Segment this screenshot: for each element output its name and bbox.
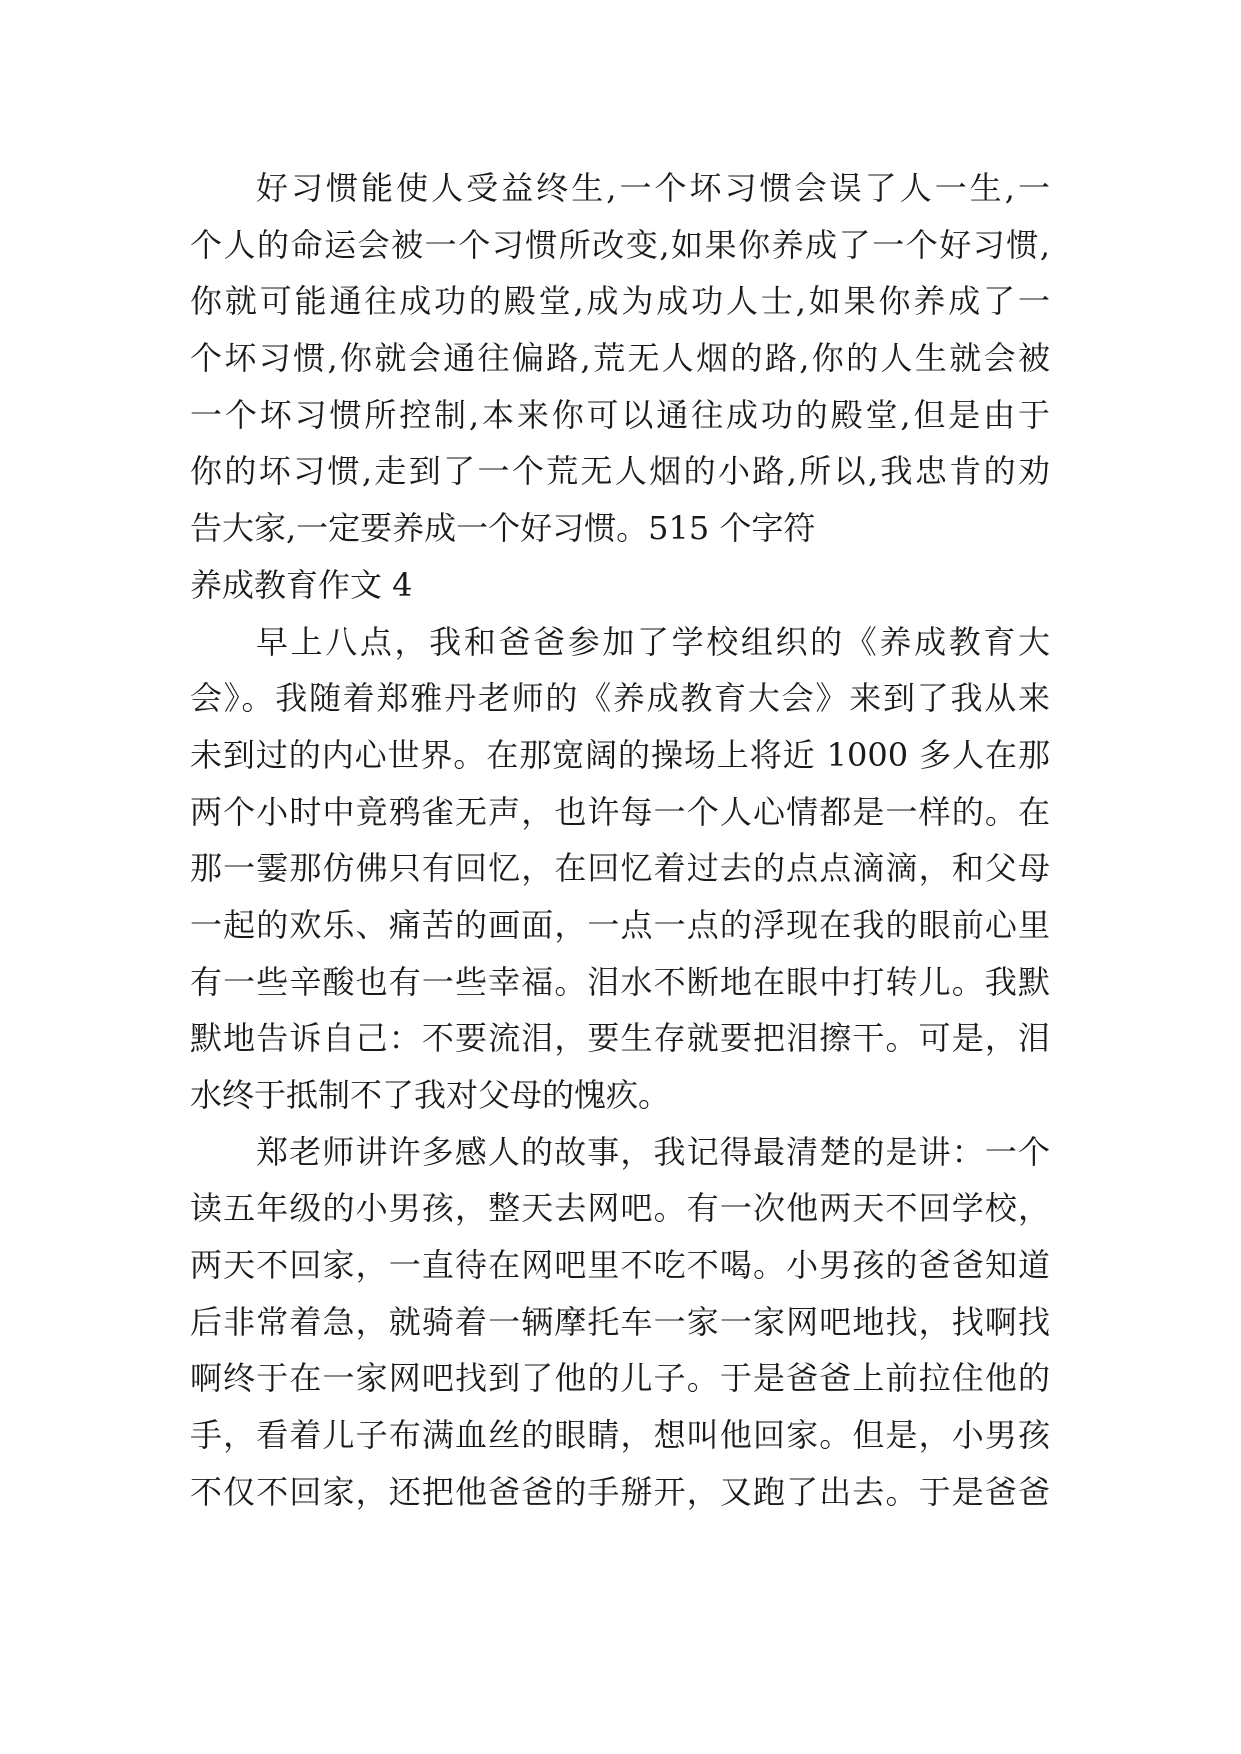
paragraph bbox=[190, 614, 1050, 1124]
text-line: 郑老师讲许多感人的故事，我记得最清楚的是讲：一个 bbox=[256, 1132, 1050, 1171]
text-line: 不仅不回家，还把他爸爸的手掰开，又跑了出去。于是爸爸 bbox=[190, 1472, 1050, 1511]
text-line: 那一霎那仿佛只有回忆，在回忆着过去的点点滴滴，和父母 bbox=[190, 849, 1050, 888]
paragraph bbox=[190, 1124, 1050, 1521]
text-line: 你就可能通往成功的殿堂,成为成功人士,如果你养成了一 bbox=[190, 282, 1050, 321]
text-line: 个坏习惯,你就会通往偏路,荒无人烟的路,你的人生就会被 bbox=[190, 339, 1050, 378]
text-line: 一个坏习惯所控制,本来你可以通往成功的殿堂,但是由于 bbox=[190, 395, 1050, 434]
text-line: 早上八点，我和爸爸参加了学校组织的《养成教育大 bbox=[256, 622, 1050, 661]
text-line: 你的坏习惯,走到了一个荒无人烟的小路,所以,我忠肯的劝 bbox=[190, 452, 1050, 491]
section-heading bbox=[190, 557, 1050, 614]
text-line: 默地告诉自己：不要流泪，要生存就要把泪擦干。可是，泪 bbox=[190, 1019, 1050, 1058]
text-line: 个人的命运会被一个习惯所改变,如果你养成了一个好习惯, bbox=[190, 225, 1050, 264]
text-line: 一起的欢乐、痛苦的画面，一点一点的浮现在我的眼前心里 bbox=[190, 905, 1050, 944]
text-line: 读五年级的小男孩，整天去网吧。有一次他两天不回学校， bbox=[190, 1189, 1050, 1228]
text-line: 手，看着儿子布满血丝的眼睛，想叫他回家。但是，小男孩 bbox=[190, 1416, 1050, 1455]
text-line: 告大家,一定要养成一个好习惯。515 个字符 bbox=[190, 509, 816, 548]
text-line: 水终于抵制不了我对父母的愧疚。 bbox=[190, 1076, 671, 1114]
text-line: 两个小时中竟鸦雀无声，也许每一个人心情都是一样的。在 bbox=[190, 792, 1050, 831]
heading-text: 养成教育作文 4 bbox=[190, 565, 413, 604]
text-line: 后非常着急，就骑着一辆摩托车一家一家网吧地找，找啊找 bbox=[190, 1302, 1050, 1341]
text-line: 有一些辛酸也有一些幸福。泪水不断地在眼中打转儿。我默 bbox=[190, 962, 1050, 1001]
text-line: 未到过的内心世界。在那宽阔的操场上将近 1000 多人在那 bbox=[190, 735, 1050, 774]
text-line: 两天不回家，一直待在网吧里不吃不喝。小男孩的爸爸知道 bbox=[190, 1246, 1050, 1285]
text-line: 好习惯能使人受益终生,一个坏习惯会误了人一生,一 bbox=[256, 169, 1050, 207]
text-line: 啊终于在一家网吧找到了他的儿子。于是爸爸上前拉住他的 bbox=[190, 1359, 1050, 1398]
text-line: 会》。我随着郑雅丹老师的《养成教育大会》来到了我从来 bbox=[190, 679, 1050, 718]
paragraph bbox=[190, 160, 1050, 557]
document-body bbox=[190, 160, 1050, 1521]
